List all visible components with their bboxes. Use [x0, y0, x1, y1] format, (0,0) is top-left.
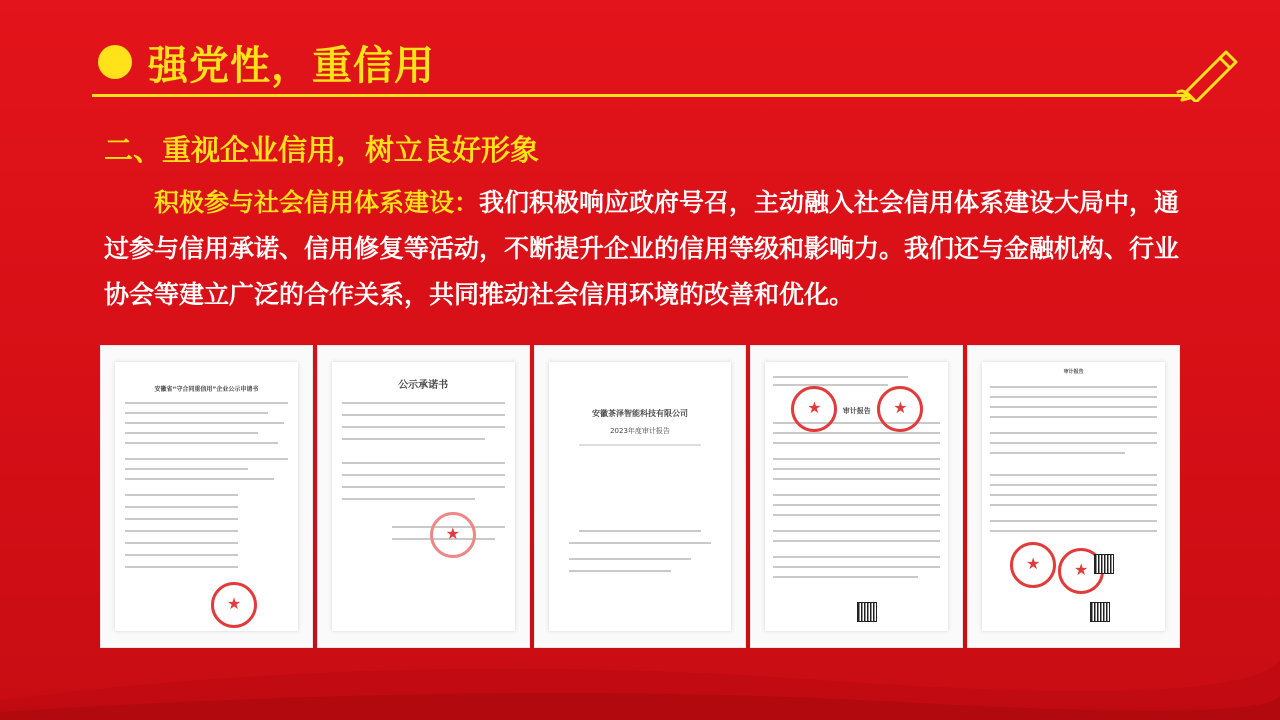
official-seal	[430, 512, 476, 558]
document-image-audit-report-signature	[967, 345, 1180, 648]
document-gallery	[100, 345, 1180, 648]
document-page	[765, 362, 948, 631]
qr-code-icon	[857, 602, 877, 622]
document-heading: 审计报告	[1063, 369, 1084, 375]
document-image-audit-report-page	[750, 345, 963, 648]
document-heading: 审计报告	[842, 407, 871, 415]
official-seal	[791, 386, 837, 432]
section-paragraph	[104, 180, 1184, 318]
slide-header	[98, 34, 435, 90]
document-image-commitment-letter	[317, 345, 530, 648]
document-heading: 安徽茶泽智能科技有限公司	[591, 409, 688, 418]
official-seal	[877, 386, 923, 432]
paragraph-body: 我们积极响应政府号召，主动融入社会信用体系建设大局中，通过参与信用承诺、信用修复等活动，不断提升企业的信用等级和影响力。我们还与金融机构、行业协会等建立广泛的合作关系，共同推动社会信用环境的改善和优化。	[104, 188, 1180, 309]
document-heading: 安徽省“守合同重信用”企业公示申请书	[154, 386, 259, 393]
paragraph-lead: 积极参与社会信用体系建设：	[154, 188, 480, 217]
official-seal	[211, 582, 257, 628]
document-page	[332, 362, 515, 631]
document-subheading: 2023年度审计报告	[610, 427, 670, 435]
header-divider	[92, 94, 1190, 97]
document-image-application-form	[100, 345, 313, 648]
pen-icon	[1176, 42, 1246, 102]
document-heading: 公示承诺书	[398, 380, 449, 391]
official-seal	[1010, 542, 1056, 588]
qr-code-icon	[1090, 602, 1110, 622]
document-image-audit-report-cover	[534, 345, 747, 648]
document-page	[982, 362, 1165, 631]
yellow-bullet-dot	[98, 45, 132, 79]
document-page	[549, 362, 732, 631]
document-page	[115, 362, 298, 631]
decorative-bottom-wave	[0, 640, 1280, 720]
section-subtitle: 二、重视企业信用，树立良好形象	[104, 133, 540, 167]
qr-code-icon	[1094, 554, 1114, 574]
slide-title: 强党性，重信用	[148, 42, 435, 89]
